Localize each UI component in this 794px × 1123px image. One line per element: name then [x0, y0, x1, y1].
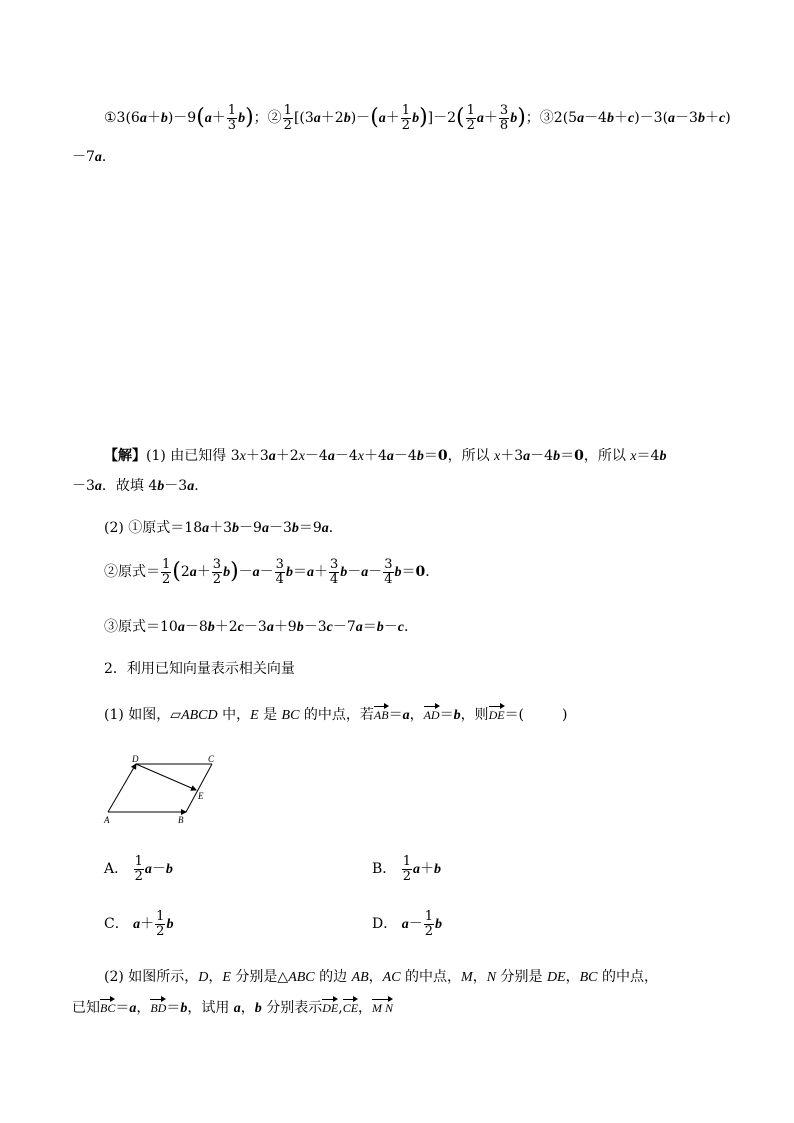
question-2-1: (1) 如图，▱ABCD 中，E 是 BC 的中点，若AB＝a，AD＝b，则DE＝( ) [104, 707, 568, 723]
solution-line-1: 【解】(1) 由已知得 3x＋3a＋2x－4a－4x＋4a－4b＝0，所以 x＋3a－4b＝0，所以 x＝4b [104, 448, 667, 464]
question-2-2-line-2: 已知BC＝a，BD＝b，试用 a，b 分别表示DE,CE，M N [72, 1000, 394, 1016]
option-c[interactable]: C． a＋ $\frac{1}{2}$ b [104, 909, 174, 939]
label-E: E [198, 791, 204, 801]
section-heading: 2．利用已知向量表示相关向量 [104, 661, 295, 677]
problem-expressions-line: ①3(6a＋b)－9(a＋ $\frac{1}{3}$ b)；② $\frac{1}{2}$ [(3a＋2b)－(a＋ $\frac{1}{2}$ b)]－2( $\frac{1}{2}$ a＋ $\frac{3}{8}$ b)；③2(5a－4b＋c)－3(a－3b＋c) [104, 103, 731, 133]
label-D: D [132, 754, 139, 764]
option-d[interactable]: D． a－ $\frac{1}{2}$ b [372, 909, 442, 939]
label-A: A [104, 815, 110, 825]
solution-2-2: ②原式＝ $\frac{1}{2}$ (2a＋ $\frac{3}{2}$ b)－a－ $\frac{3}{4}$ b＝a＋ $\frac{3}{4}$ b－a－ $\frac{3}{4}$ b＝0. [104, 557, 430, 587]
option-b[interactable]: B． $\frac{1}{2}$ a＋b [372, 854, 442, 884]
solution-line-2: －3a．故填 4b－3a． [72, 478, 209, 494]
solution-2-3: ③原式＝10a－8b＋2c－3a＋9b－3c－7a＝b－c． [104, 619, 419, 635]
label-C: C [208, 754, 215, 764]
question-2-2: (2) 如图所示，D，E 分别是△ABC 的边 AB，AC 的中点，M，N 分别是 DE，BC 的中点， [104, 969, 658, 985]
label-B: B [178, 815, 184, 825]
option-a[interactable]: A． $\frac{1}{2}$ a－b [104, 854, 173, 884]
parallelogram-figure [96, 752, 226, 832]
problem-expressions-line-2: －7a． [72, 149, 116, 165]
solution-2-1: (2) ①原式＝18a＋3b－9a－3b＝9a． [104, 520, 343, 536]
solution-label: 【解】 [104, 448, 146, 464]
